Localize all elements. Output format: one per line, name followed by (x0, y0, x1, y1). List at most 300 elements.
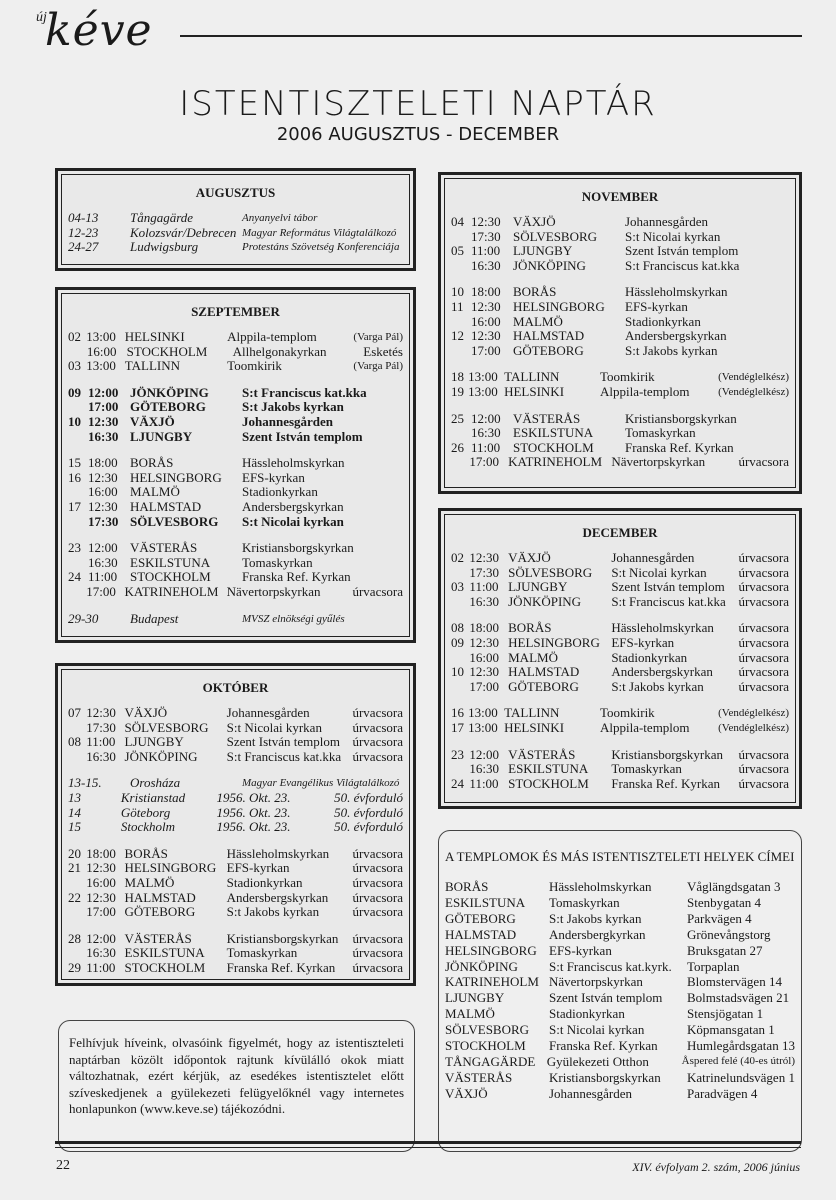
cell-city: Ludwigsburg (130, 239, 199, 255)
cell-time: 12:30 (86, 860, 116, 876)
month-title: NOVEMBER (581, 189, 659, 204)
cell-time: 17:00 (469, 454, 500, 470)
cell-note: úrvacsora (352, 705, 403, 720)
cell-city: SÖLVESBORG (508, 564, 593, 580)
cell-event: 1956. Okt. 23. (216, 819, 291, 835)
cell-day: 03 (451, 579, 464, 595)
address-city: ESKILSTUNA (445, 894, 526, 910)
address-street: Stenbygatan 4 (687, 894, 762, 910)
cell-note: úrvacsora (352, 959, 403, 975)
cell-note: úrvacsora (738, 620, 789, 636)
cell-church: S:t Franciscus kat.kka (226, 748, 342, 764)
schedule-row (68, 211, 403, 226)
cell-day (451, 455, 469, 470)
cell-day: 28 (68, 930, 81, 946)
cell-note: úrvacsora (738, 579, 789, 595)
cell-note: Esketés (363, 343, 403, 359)
cell-day: 18 (451, 369, 464, 385)
cell-time: 18:00 (469, 620, 500, 636)
cell-church: Kristiansborgskyrkan (242, 540, 354, 556)
schedule-row (68, 226, 403, 241)
cell-church: S:t Jakobs kyrkan (242, 399, 344, 415)
cell-city: Göteborg (120, 804, 171, 820)
cell-time: 17:30 (471, 228, 501, 244)
schedule-row (451, 762, 789, 777)
cell-note: (Vendéglelkész) (718, 721, 789, 734)
cell-note (380, 400, 403, 415)
cell-church: Franska Ref. Kyrkan (226, 959, 336, 975)
cell-city: VÄSTERÅS (124, 930, 192, 946)
cell-time: 12:30 (86, 889, 116, 905)
address-street: Blomstervägen 14 (687, 974, 782, 990)
month-title: OKTÓBER (202, 680, 269, 695)
cell-city: VÄXJÖ (513, 214, 556, 229)
cell-date: 14 (68, 804, 81, 820)
address-church: Szent István templom (549, 990, 663, 1006)
address-city: LJUNGBY (445, 990, 505, 1006)
cell-note (380, 570, 403, 585)
cell-date: 29-30 (68, 610, 99, 626)
cell-time: 18:00 (88, 455, 118, 471)
cell-church: Kristiansborgskyrkan (611, 746, 724, 762)
cell-time: 13:00 (468, 383, 498, 399)
cell-time: 12:30 (88, 413, 119, 429)
cell-note: úrvacsora (738, 649, 789, 665)
cell-note (380, 776, 403, 791)
cell-day: 05 (451, 243, 464, 259)
cell-note: úrvacsora (352, 930, 403, 946)
cell-city: MALMÖ (508, 649, 558, 665)
row-spacer (68, 600, 403, 612)
schedule-row (451, 777, 789, 792)
cell-day: 25 (451, 410, 464, 426)
cell-day (68, 750, 86, 765)
cell-day: 17 (68, 498, 81, 514)
cell-day: 15 (68, 455, 81, 471)
address-city: JÖNKÖPING (445, 958, 518, 974)
schedule-row (68, 706, 403, 721)
cell-time: 16:30 (86, 945, 116, 961)
schedule-row (68, 515, 403, 530)
schedule-row (451, 566, 789, 581)
row-spacer (68, 444, 403, 456)
address-city: VÄSTERÅS (445, 1069, 513, 1085)
cell-church: Nävertorpskyrkan (226, 583, 321, 599)
address-city: SÖLVESBORG (445, 1022, 530, 1038)
cell-note: (Vendéglelkész) (718, 707, 789, 720)
page-title: ISTENTISZTELETI NAPTÁR (179, 84, 657, 124)
schedule-row (451, 680, 789, 695)
address-city: HALMSTAD (445, 926, 517, 942)
address-street: Köpmansgatan 1 (687, 1022, 775, 1038)
cell-day: 02 (68, 329, 81, 344)
cell-note: úrvacsora (352, 748, 403, 764)
address-street: Humlegårdsgatan 13 (687, 1038, 795, 1054)
cell-day: 19 (451, 383, 464, 399)
cell-note: úrvacsora (352, 904, 403, 920)
cell-note (380, 471, 403, 486)
cell-day (68, 400, 88, 415)
cell-time: 12:00 (88, 540, 118, 556)
schedule-row (68, 456, 403, 471)
cell-church: Toomkirik (599, 705, 655, 721)
cell-city: JÖNKÖPING (130, 384, 209, 400)
cell-note: úrvacsora (738, 761, 789, 777)
cell-day: 20 (68, 845, 81, 861)
cell-church: Szent István templom (611, 579, 725, 595)
schedule-row (68, 946, 403, 961)
cell-church: S:t Franciscus kat.kka (242, 384, 367, 400)
cell-city: VÄSTERÅS (130, 540, 198, 556)
cell-church: Hässleholmskyrkan (242, 455, 345, 471)
address-row (445, 1054, 795, 1070)
cell-day (68, 345, 87, 360)
cell-church: Toomkirik (599, 369, 655, 385)
schedule-row (451, 651, 789, 666)
cell-date: 24-27 (68, 239, 99, 255)
address-city: KATRINEHOLM (445, 974, 539, 990)
cell-note (380, 612, 403, 627)
cell-church: Andersbergskyrkan (242, 498, 344, 514)
cell-event: Anyanyelvi tábor (242, 212, 318, 224)
cell-event: 1956. Okt. 23. (216, 789, 291, 805)
address-row (445, 990, 795, 1006)
address-row (445, 959, 795, 975)
cell-church: Johannesgården (226, 705, 310, 720)
cell-note: úrvacsora (352, 583, 403, 599)
cell-note: úrvacsora (352, 860, 403, 876)
cell-day (68, 876, 86, 891)
cell-note (380, 500, 403, 515)
schedule-row (451, 580, 789, 595)
header-rule (180, 35, 802, 37)
cell-city: SÖLVESBORG (124, 719, 209, 735)
cell-time: 11:00 (471, 243, 501, 259)
footer-rule-thin (55, 1147, 801, 1148)
cell-note (380, 240, 403, 255)
cell-note: (Vendéglelkész) (718, 371, 789, 384)
cell-note (380, 485, 403, 500)
address-row (445, 1006, 795, 1022)
cell-note (763, 315, 789, 330)
cell-time: 16:30 (469, 761, 500, 777)
schedule-row (68, 905, 403, 920)
address-church: Hässleholmskyrkan (549, 879, 652, 894)
address-street: Våglängdsgatan 3 (687, 879, 781, 894)
schedule-row (451, 259, 789, 274)
address-church: Gyülekezeti Otthon (546, 1053, 649, 1069)
page-number: 22 (56, 1158, 70, 1173)
cell-event: MVSZ elnökségi gyűlés (242, 612, 345, 625)
address-church: Kristiansborgskyrkan (549, 1069, 661, 1085)
cell-day (451, 344, 471, 359)
cell-church: S:t Nicolai kyrkan (226, 719, 322, 735)
cell-time: 16:00 (86, 874, 116, 890)
cell-time: 16:00 (471, 313, 501, 329)
cell-city: LJUNGBY (508, 579, 568, 595)
cell-city: Tångagärde (130, 210, 194, 225)
cell-time: 11:00 (86, 959, 116, 975)
cell-church: Andersbergskyrkan (226, 889, 329, 905)
cell-day: 07 (68, 705, 81, 720)
cell-church: Kristiansborgskyrkan (226, 930, 339, 946)
cell-church: Allhelgonakyrkan (232, 343, 327, 359)
cell-church: Tomaskyrkan (611, 761, 682, 777)
december-schedule (438, 508, 802, 809)
month-title: DECEMBER (582, 525, 658, 540)
address-row (445, 1086, 795, 1102)
cell-time: 12:00 (86, 930, 116, 946)
cell-note (763, 259, 789, 274)
cell-city: Orosháza (130, 775, 181, 791)
schedule-row (451, 551, 789, 566)
cell-event: Magyar Evangélikus Világtalálkozó (242, 777, 400, 790)
cell-day (451, 230, 471, 245)
cell-church: S:t Jakobs kyrkan (226, 904, 320, 920)
schedule-row (68, 791, 403, 806)
schedule-row (451, 300, 789, 315)
cell-church: S:t Nicolai kyrkan (625, 228, 721, 244)
cell-event: Magyar Református Világtalálkozó (242, 226, 397, 239)
row-spacer (451, 736, 789, 748)
address-street: Bolmstadsvägen 21 (687, 990, 790, 1006)
cell-day: 10 (451, 664, 464, 680)
cell-note: úrvacsora (738, 678, 789, 694)
cell-city: VÄXJÖ (130, 413, 175, 429)
address-city: VÄXJÖ (445, 1085, 488, 1101)
cell-day: 23 (68, 540, 81, 556)
address-street: Katrinelundsvägen 1 (687, 1069, 795, 1085)
schedule-row (451, 706, 789, 721)
cell-day (68, 485, 88, 500)
cell-day (451, 259, 471, 274)
schedule-row (68, 570, 403, 585)
cell-church: EFS-kyrkan (242, 469, 305, 485)
cell-day (451, 680, 469, 695)
month-title: SZEPTEMBER (191, 304, 280, 319)
row-spacer (451, 273, 789, 285)
cell-day (451, 315, 471, 330)
cell-note: úrvacsora (738, 775, 789, 791)
address-street: Åspered felé (40-es útról) (681, 1054, 795, 1067)
cell-date: 13-15. (68, 775, 102, 791)
schedule-row (68, 585, 403, 600)
schedule-row (68, 776, 403, 791)
cell-time: 16:30 (469, 593, 500, 609)
cell-city: KATRINEHOLM (124, 583, 219, 599)
address-church: Andersbergkyrkan (549, 926, 646, 942)
cell-city: STOCKHOLM (513, 439, 594, 455)
cell-note: (Varga Pál) (353, 360, 403, 373)
schedule-row (451, 329, 789, 344)
address-church: S:t Nicolai kyrkan (549, 1022, 645, 1038)
address-church: Franska Ref. Kyrkan (549, 1038, 658, 1054)
cell-note (763, 329, 789, 344)
cell-time: 12:30 (471, 298, 501, 314)
cell-day: 23 (451, 746, 464, 762)
cell-time: 12:30 (86, 705, 116, 720)
cell-city: HALMSTAD (130, 498, 202, 514)
address-row (445, 1070, 795, 1086)
october-schedule (55, 663, 416, 986)
cell-day: 21 (68, 860, 81, 876)
schedule-row (68, 556, 403, 571)
cell-church: Hässleholmskyrkan (611, 620, 714, 636)
address-row (445, 1022, 795, 1038)
cell-city: Budapest (130, 610, 179, 626)
cell-church: S:t Franciscus kat.kka (625, 257, 740, 273)
schedule-row (451, 595, 789, 610)
cell-note (763, 412, 789, 427)
schedule-row (451, 244, 789, 259)
cell-date: 15 (68, 819, 81, 835)
cell-day: 12 (451, 328, 464, 344)
cell-city: TALLINN (504, 369, 560, 385)
cell-church: Tomaskyrkan (242, 554, 313, 570)
address-church: S:t Jakobs kyrkan (549, 910, 642, 926)
cell-note: úrvacsora (738, 746, 789, 762)
cell-city: GÖTEBORG (124, 904, 196, 920)
cell-event: 1956. Okt. 23. (216, 804, 291, 820)
schedule-row (451, 426, 789, 441)
cell-city: LJUNGBY (130, 428, 193, 444)
schedule-row (451, 441, 789, 456)
cell-day (68, 585, 86, 600)
schedule-row (68, 345, 403, 360)
cell-time: 16:30 (88, 554, 118, 570)
cell-city: BORÅS (513, 284, 557, 300)
cell-church: Stadionkyrkan (625, 313, 701, 329)
cell-day: 03 (68, 358, 81, 374)
cell-city: HELSINGBORG (508, 634, 600, 650)
schedule-row (68, 415, 403, 430)
cell-city: ESKILSTUNA (508, 761, 589, 777)
cell-time: 12:00 (471, 410, 501, 426)
cell-time: 11:00 (88, 569, 118, 585)
cell-time: 16:30 (471, 257, 501, 273)
cell-note (763, 215, 789, 230)
cell-time: 12:00 (88, 384, 119, 400)
cell-note: 50. évforduló (334, 804, 403, 820)
cell-time: 13:00 (468, 705, 498, 721)
cell-note (380, 430, 403, 445)
cell-day: 22 (68, 889, 81, 905)
cell-church: Johannesgården (625, 214, 709, 229)
schedule-row (451, 370, 789, 385)
cell-time: 18:00 (86, 845, 116, 861)
cell-day (68, 721, 86, 736)
cell-church: Johannesgården (242, 413, 334, 429)
row-spacer (68, 374, 403, 386)
cell-day: 11 (451, 298, 464, 314)
cell-time: 17:00 (469, 678, 500, 694)
cell-day: 02 (451, 550, 464, 565)
cell-time: 12:30 (469, 550, 500, 565)
cell-city: SÖLVESBORG (513, 228, 598, 244)
cell-time: 12:00 (469, 746, 500, 762)
footer-rule (55, 1141, 801, 1144)
cell-note (380, 386, 403, 401)
cell-note: úrvacsora (352, 874, 403, 890)
cell-city: STOCKHOLM (130, 569, 211, 585)
cell-church: Franska Ref. Kyrkan (625, 439, 734, 455)
cell-note (763, 344, 789, 359)
cell-city: STOCKHOLM (124, 959, 206, 975)
cell-church: Alppila-templom (227, 329, 317, 344)
addresses-title: A TEMPLOMOK ÉS MÁS ISTENTISZTELETI HELYEK CÍMEI (445, 849, 795, 864)
cell-day: 24 (68, 569, 81, 585)
cell-time: 12:30 (88, 469, 118, 485)
cell-city: STOCKHOLM (508, 775, 589, 791)
cell-church: Stadionkyrkan (226, 874, 303, 890)
cell-church: Johannesgården (611, 550, 695, 565)
cell-time: 11:00 (86, 734, 116, 750)
cell-church: Alppila-templom (599, 719, 690, 735)
cell-city: HELSINKI (504, 383, 565, 399)
schedule-row (68, 876, 403, 891)
cell-time: 12:30 (469, 664, 500, 680)
cell-church: Kristiansborgskyrkan (625, 410, 737, 426)
cell-time: 13:00 (468, 369, 498, 385)
cell-note (380, 541, 403, 556)
cell-day (68, 430, 88, 445)
address-row (445, 895, 795, 911)
cell-time: 18:00 (471, 284, 501, 300)
address-church: EFS-kyrkan (549, 942, 612, 958)
schedule-row (68, 891, 403, 906)
logo: kéve (45, 5, 153, 56)
schedule-row (68, 806, 403, 821)
cell-day (68, 905, 86, 920)
cell-time: 16:00 (469, 649, 500, 665)
schedule-row (451, 621, 789, 636)
address-church: Johannesgården (549, 1085, 633, 1101)
cell-time: 17:30 (469, 564, 500, 580)
row-spacer (68, 920, 403, 932)
cell-church: S:t Nicolai kyrkan (242, 513, 344, 529)
cell-note: úrvacsora (352, 845, 403, 861)
schedule-row (451, 285, 789, 300)
cell-note: úrvacsora (352, 734, 403, 750)
row-spacer (68, 835, 403, 847)
cell-day (451, 651, 469, 666)
address-row (445, 879, 795, 895)
cell-note (763, 230, 789, 245)
cell-city: HELSINGBORG (124, 860, 217, 876)
cell-city: TALLINN (504, 705, 560, 721)
schedule-row (68, 330, 403, 345)
address-street: Parkvägen 4 (687, 910, 752, 926)
schedule-row (68, 735, 403, 750)
address-city: GÖTEBORG (445, 910, 516, 926)
address-street: Paradvägen 4 (687, 1085, 758, 1101)
cell-time: 16:30 (471, 425, 501, 441)
address-street: Stensjögatan 1 (687, 1006, 764, 1022)
cell-city: JÖNKÖPING (513, 257, 586, 273)
cell-city: BORÅS (508, 620, 552, 636)
schedule-row (68, 861, 403, 876)
cell-note: úrvacsora (738, 634, 789, 650)
schedule-row (68, 400, 403, 415)
schedule-row (451, 665, 789, 680)
cell-city: GÖTEBORG (513, 342, 584, 358)
cell-day: 08 (68, 734, 81, 750)
schedule-row (68, 612, 403, 627)
address-church: S:t Franciscus kat.kyrk. (549, 958, 672, 974)
cell-church: Alppila-templom (599, 383, 690, 399)
schedule-row (451, 230, 789, 245)
cell-day (68, 946, 86, 961)
